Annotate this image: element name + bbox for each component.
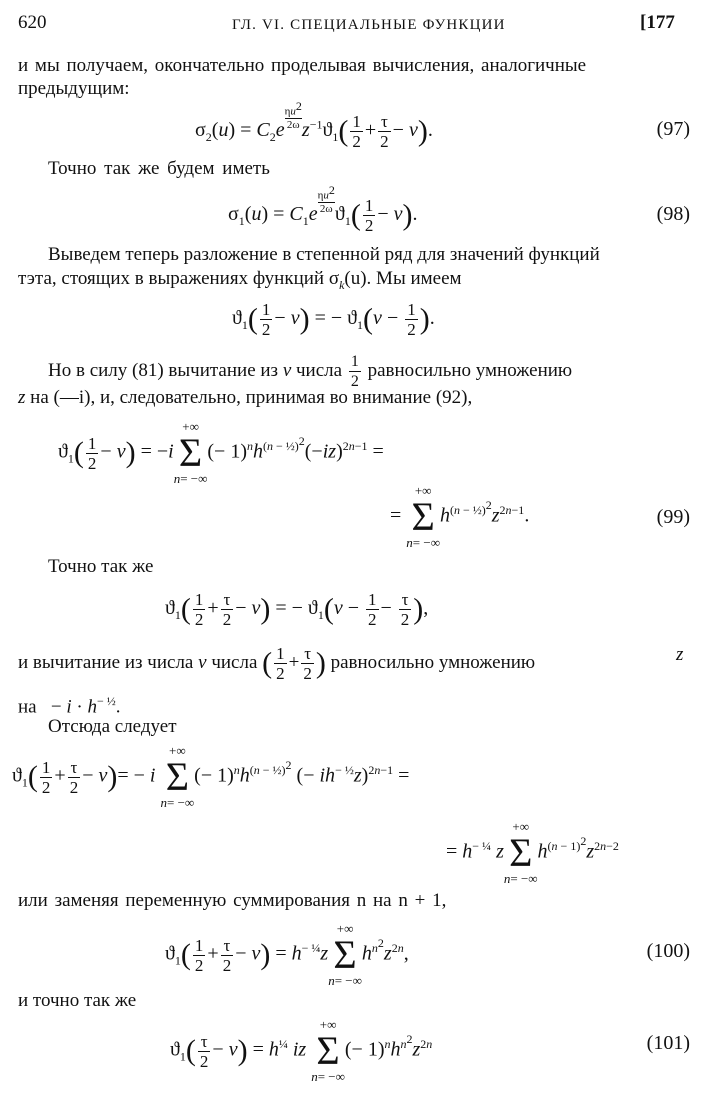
equation-98: $\sigma_1(u) = C_1e$ $\frac{\eta u^2}{2\omega}ϑ_1$( $\frac{1}{2}$ − v).: [228, 183, 418, 235]
text-fragment: Но в силу (81) вычитание из: [48, 359, 279, 381]
equation-101: $ϑ_1$( $\frac{\tau}{2}$ − $v) = h^{\frac{1}{4}}$ iz +∞ Σ n= −∞ (− $1)^nh^{n^2}z^{2n}$: [170, 1017, 433, 1084]
equation-number: (97): [656, 118, 690, 140]
text-fragment: равносильно умножению: [330, 651, 536, 673]
paragraph-line: Выведем теперь разложение в степенной ряд для значений функций: [48, 244, 600, 265]
equation-97: $\sigma_2(u) = C_2e$ $\frac{\eta u^2}{2\omega}z^{-1}ϑ_1$( $\frac{1}{2}$ + $\frac{\tau}{2}$ − v).: [195, 99, 433, 151]
paragraph-line: z на (—i), и, следовательно, принимая во внимание (92),: [18, 387, 473, 408]
text-fragment: (u). Мы имеем: [344, 268, 462, 289]
equation-99-line2: = +∞ Σ n= −∞ $h^{(n - \frac{1}{2})^2}z^{2n-1}$.: [390, 483, 530, 550]
text-fragment: на (—i), и, следовательно, принимая во внимание (92),: [30, 387, 473, 408]
text-fragment: на: [18, 696, 37, 718]
equation-derivation-line2: = $h^{- \frac{1}{4}}$ z +∞ Σ n= −∞ $h^{(n - 1)^2}z^{2n-2}$: [446, 819, 619, 886]
equation-number: (101): [646, 1032, 690, 1054]
equation-number: (100): [646, 940, 690, 962]
paragraph-line: Точно так же будем иметь: [48, 158, 270, 179]
paragraph-line: и мы получаем, окончательно проделывая вычисления, аналогичные: [18, 55, 587, 76]
paragraph-line: предыдущим:: [18, 78, 130, 99]
text-fragment: числа: [296, 359, 343, 381]
text-fragment: тэта, стоящих в выражениях функций σ: [18, 268, 340, 289]
paragraph-line: и точно так же: [18, 990, 137, 1011]
equation-number: (99): [656, 506, 690, 528]
equation-number: (98): [656, 203, 690, 225]
equation-theta-tau-identity: $ϑ_1$( $\frac{1}{2}$ + $\frac{\tau}{2}$ − v) = − $ϑ_1(v$ − $\frac{1}{2}$ − $\frac{\tau}{2}$ ),: [165, 590, 429, 629]
paragraph-line: Но в силу (81) вычитание из v числа $\frac{1}{2}$ равносильно умножению: [48, 353, 573, 390]
text-fragment: и вычитание из числа: [18, 651, 194, 673]
equation-99-line1: $ϑ_1$( $\frac{1}{2}$ − v) = −i +∞ Σ n= −∞ (− $1)^nh^{(n - \frac{1}{2})^2}(-iz)^{2n-1}$ =: [58, 419, 384, 486]
text-fragment: равносильно умножению: [367, 359, 573, 381]
paragraph-line: или заменяя переменную суммирования n на n + 1,: [18, 890, 447, 911]
paragraph-line: Точно так же: [48, 556, 154, 577]
running-title: ГЛ. VI. СПЕЦИАЛЬНЫЕ ФУНКЦИИ: [232, 17, 506, 33]
paragraph-line: z: [676, 644, 684, 665]
paragraph-line: и вычитание из числа v числа ( $\frac{1}{2}$ + $\frac{\tau}{2}$ ) равносильно умножению: [18, 644, 536, 683]
equation-theta-identity: $ϑ_1$( $\frac{1}{2}$ − v) = − $ϑ_1(v$ − $\frac{1}{2}$ ).: [232, 300, 435, 339]
section-number: [177: [640, 12, 675, 33]
paragraph-line: тэта, стоящих в выражениях функций $\sigma_k(u)$. Мы имеем: [18, 268, 462, 292]
text-fragment: числа: [211, 651, 258, 673]
paragraph-line: на − $i \cdot h^{- \frac{1}{2}}$.: [18, 694, 121, 718]
page-number: 620: [18, 12, 47, 33]
paragraph-line: Отсюда следует: [48, 716, 177, 737]
equation-derivation-line1: $ϑ_1$( $\frac{1}{2}$ + $\frac{\tau}{2}$ − v)= − i +∞ Σ n= −∞ (− $1)^nh^{(n - \frac{1}{2})^2}$ (− $ih^{- \frac{1}{2}}z)^{2n-1}$ =: [12, 743, 410, 810]
equation-100: $ϑ_1$( $\frac{1}{2}$ + $\frac{\tau}{2}$ − $v) = h^{- \frac{1}{4}}z$ +∞ Σ n= −∞ $h^{n^2}z^{2n}$,: [165, 921, 409, 988]
